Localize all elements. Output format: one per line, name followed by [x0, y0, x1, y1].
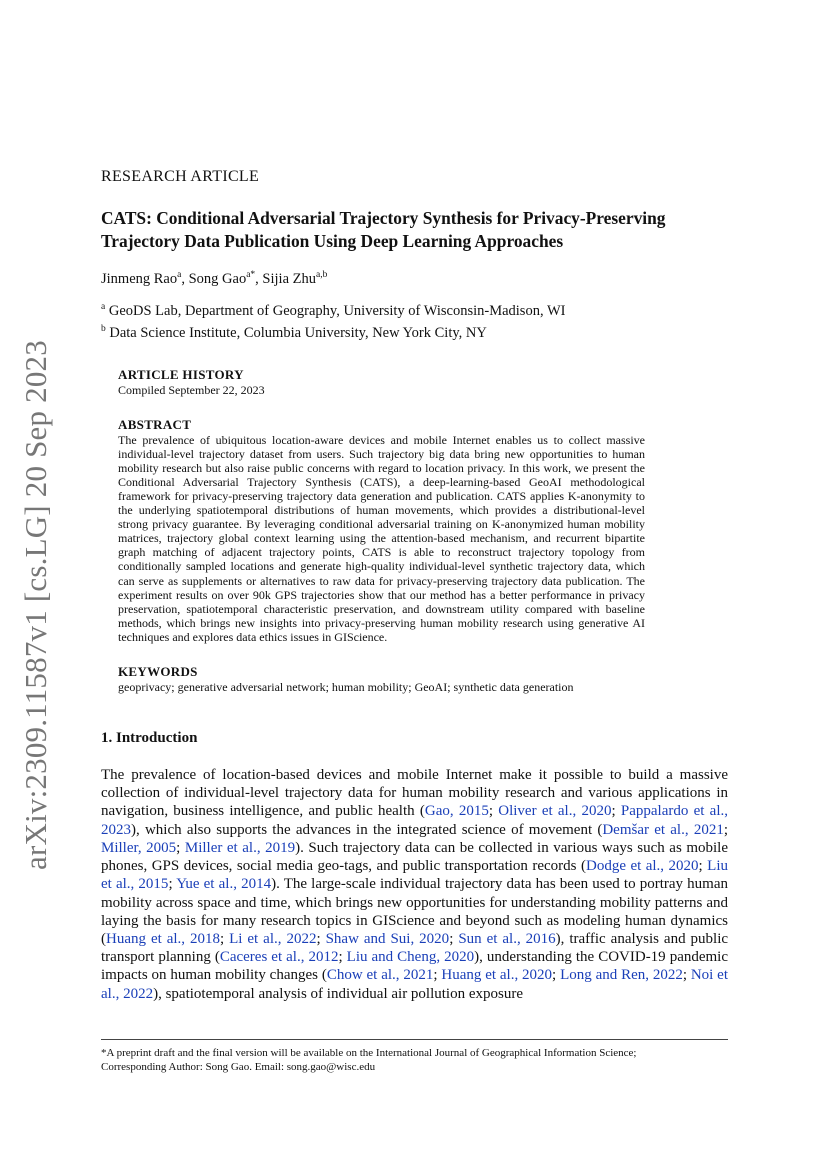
body-text-run: ; [176, 839, 185, 856]
citation-link[interactable]: Sun et al., 2016 [458, 930, 556, 947]
author-list [101, 270, 728, 288]
author-affiliation-mark: a,b [316, 270, 328, 280]
citation-link[interactable]: Miller, 2005 [101, 839, 177, 856]
abstract-text: The prevalence of ubiquitous location-aware devices and mobile Internet enables us to collect massive individual-level trajectory dataset from users. Such trajectory big data bring new opportunities to human mobility research but also raise public concerns with regard to location privacy. In this work, we present the Conditional Adversarial Trajectory Synthesis (CATS), a deep-learning-based GeoAI methodological framework for privacy-preserving trajectory data generation and publication. CATS applies K-anonymity to the underlying spatiotemporal distributions of human movements, which provides a distributional-level strong privacy guarantee. By leveraging conditional adversarial training on K-anonymized human mobility matrices, trajectory global context learning using the attention-based mechanism, and recurrent bipartite graph matching of adjacent trajectory points, CATS is able to reconstruct trajectory topology from conditionally sampled locations and generate high-quality individual-level synthetic trajectory data, which can serve as supplements or alternatives to raw data for privacy-preserving trajectory data publication. The experiment results on over 90k GPS trajectories show that our method has a better performance in privacy preservation, spatiotemporal characteristic preservation, and downstream utility compared with baseline methods, which brings new insights into privacy-preserving human mobility research using generative AI techniques and explores data ethics issues in GIScience. [118, 432, 645, 644]
body-text-run: ; [682, 967, 691, 984]
author-3 [262, 271, 327, 287]
body-text-run: ), understanding the COVID-19 pandemic impacts on human mobility changes ( [101, 949, 729, 984]
article-history-heading: ARTICLE HISTORY [118, 367, 244, 383]
body-text-run: ; [723, 821, 728, 838]
affiliation-a [101, 298, 728, 320]
body-text-run: ; [220, 930, 230, 947]
citation-link[interactable]: Gao, 2015 [424, 803, 489, 820]
citation-link[interactable]: Miller et al., 2019 [184, 839, 296, 856]
citation-link[interactable]: Shaw and Sui, 2020 [325, 930, 450, 947]
arxiv-identifier-sidebar [6, 340, 66, 870]
compiled-date: Compiled September 22, 2023 [118, 383, 265, 398]
author-name: Jinmeng Rao [101, 270, 178, 287]
keywords-heading: KEYWORDS [118, 663, 198, 679]
affiliation-b [101, 320, 728, 342]
citation-link[interactable]: Huang et al., 2020 [441, 967, 553, 984]
footnote-line-2: Corresponding Author: Song Gao. Email: song.gao@wisc.edu [101, 1061, 376, 1073]
front-matter-box [118, 367, 645, 694]
footnote-rule [101, 1039, 728, 1040]
author-1: Jinmeng Rao$^a$, [101, 270, 189, 287]
citation-link[interactable]: Caceres et al., 2012 [219, 949, 339, 966]
author-name: Song Gao [188, 270, 247, 287]
paper-title: CATS: Conditional Adversarial Trajectory Synthesis for Privacy-Preserving Trajectory Data Publication Using Deep Learning Approaches [101, 208, 666, 251]
body-text-run: The prevalence of location-based devices and mobile Internet make it possible to build a massive collection of individual-level trajectory data for human mobility research and various applications in navigation, business intelligence, and public health ( [101, 767, 728, 820]
body-text-run: ). The large-scale individual trajectory data has been used to portray human mobility across space and time, which brings new opportunities for understanding mobility patterns and laying the basis for many research topics in GIScience and beyond such as modeling human dynamics ( [101, 876, 728, 947]
author-2: Song Gao$^{a*}$, [188, 270, 263, 287]
body-text-run: ; [488, 803, 499, 820]
body-text-run: ; [449, 930, 459, 947]
introduction-paragraph [101, 766, 728, 1003]
citation-link[interactable]: Yue et al., 2014 [176, 876, 272, 893]
author-affiliation-mark: a [177, 270, 182, 280]
keywords-text: geoprivacy; generative adversarial network; human mobility; GeoAI; synthetic data generation [118, 679, 574, 694]
body-text-run: ; [316, 930, 326, 947]
citation-link[interactable]: Huang et al., 2018 [106, 930, 220, 947]
abstract-heading: ABSTRACT [118, 416, 192, 432]
footnote-line-1: *A preprint draft and the final version will be available on the International Journal of Geographical Information Science; [101, 1047, 637, 1059]
body-text-run: ; [611, 803, 621, 820]
citation-link[interactable]: Dodge et al., 2020 [585, 858, 699, 875]
body-text-run: ; [433, 967, 442, 984]
body-text-run: ; [552, 967, 561, 984]
section-heading-introduction: 1. Introduction [101, 730, 198, 747]
article-type-label: RESEARCH ARTICLE [101, 168, 260, 185]
citation-link[interactable]: Noi et al., 2022 [101, 967, 729, 1002]
body-text-run: ), which also supports the advances in the integrated science of movement ( [131, 821, 603, 838]
author-name: Sijia Zhu [262, 270, 316, 287]
citation-link[interactable]: Li et al., 2022 [229, 930, 317, 947]
body-text-run: ; [338, 949, 347, 966]
affiliation-mark: b [101, 323, 106, 334]
citation-link[interactable]: Liu et al., 2015 [101, 858, 729, 893]
page-content [101, 168, 728, 1003]
citation-link[interactable]: Long and Ren, 2022 [560, 967, 683, 984]
footnote [101, 1039, 728, 1074]
citation-link[interactable]: Demšar et al., 2021 [602, 821, 724, 838]
citation-link[interactable]: Liu and Cheng, 2020 [346, 949, 475, 966]
body-text-run: ; [698, 858, 708, 875]
affiliation-text: GeoDS Lab, Department of Geography, University of Wisconsin-Madison, WI [108, 302, 566, 319]
body-text-run: ). Such trajectory data can be collected in various ways such as mobile phones, GPS devices, social media geo-tags, and public transportation records ( [101, 839, 728, 875]
body-text-run: ), spatiotemporal analysis of individual air pollution exposure [153, 985, 524, 1002]
body-text-run: ; [168, 876, 177, 893]
body-text-run: ), traffic analysis and public transport planning ( [101, 930, 729, 966]
author-affiliation-mark: a* [246, 270, 256, 280]
affiliation-text: Data Science Institute, Columbia University, New York City, NY [109, 324, 487, 341]
citation-link[interactable]: Oliver et al., 2020 [498, 803, 612, 820]
affiliation-mark: a [101, 301, 106, 312]
citation-link[interactable]: Pappalardo et al., 2023 [101, 803, 728, 838]
citation-link[interactable]: Chow et al., 2021 [326, 967, 434, 984]
arxiv-identifier: arXiv:2309.11587v1 [cs.LG] 20 Sep 2023 [18, 340, 53, 870]
